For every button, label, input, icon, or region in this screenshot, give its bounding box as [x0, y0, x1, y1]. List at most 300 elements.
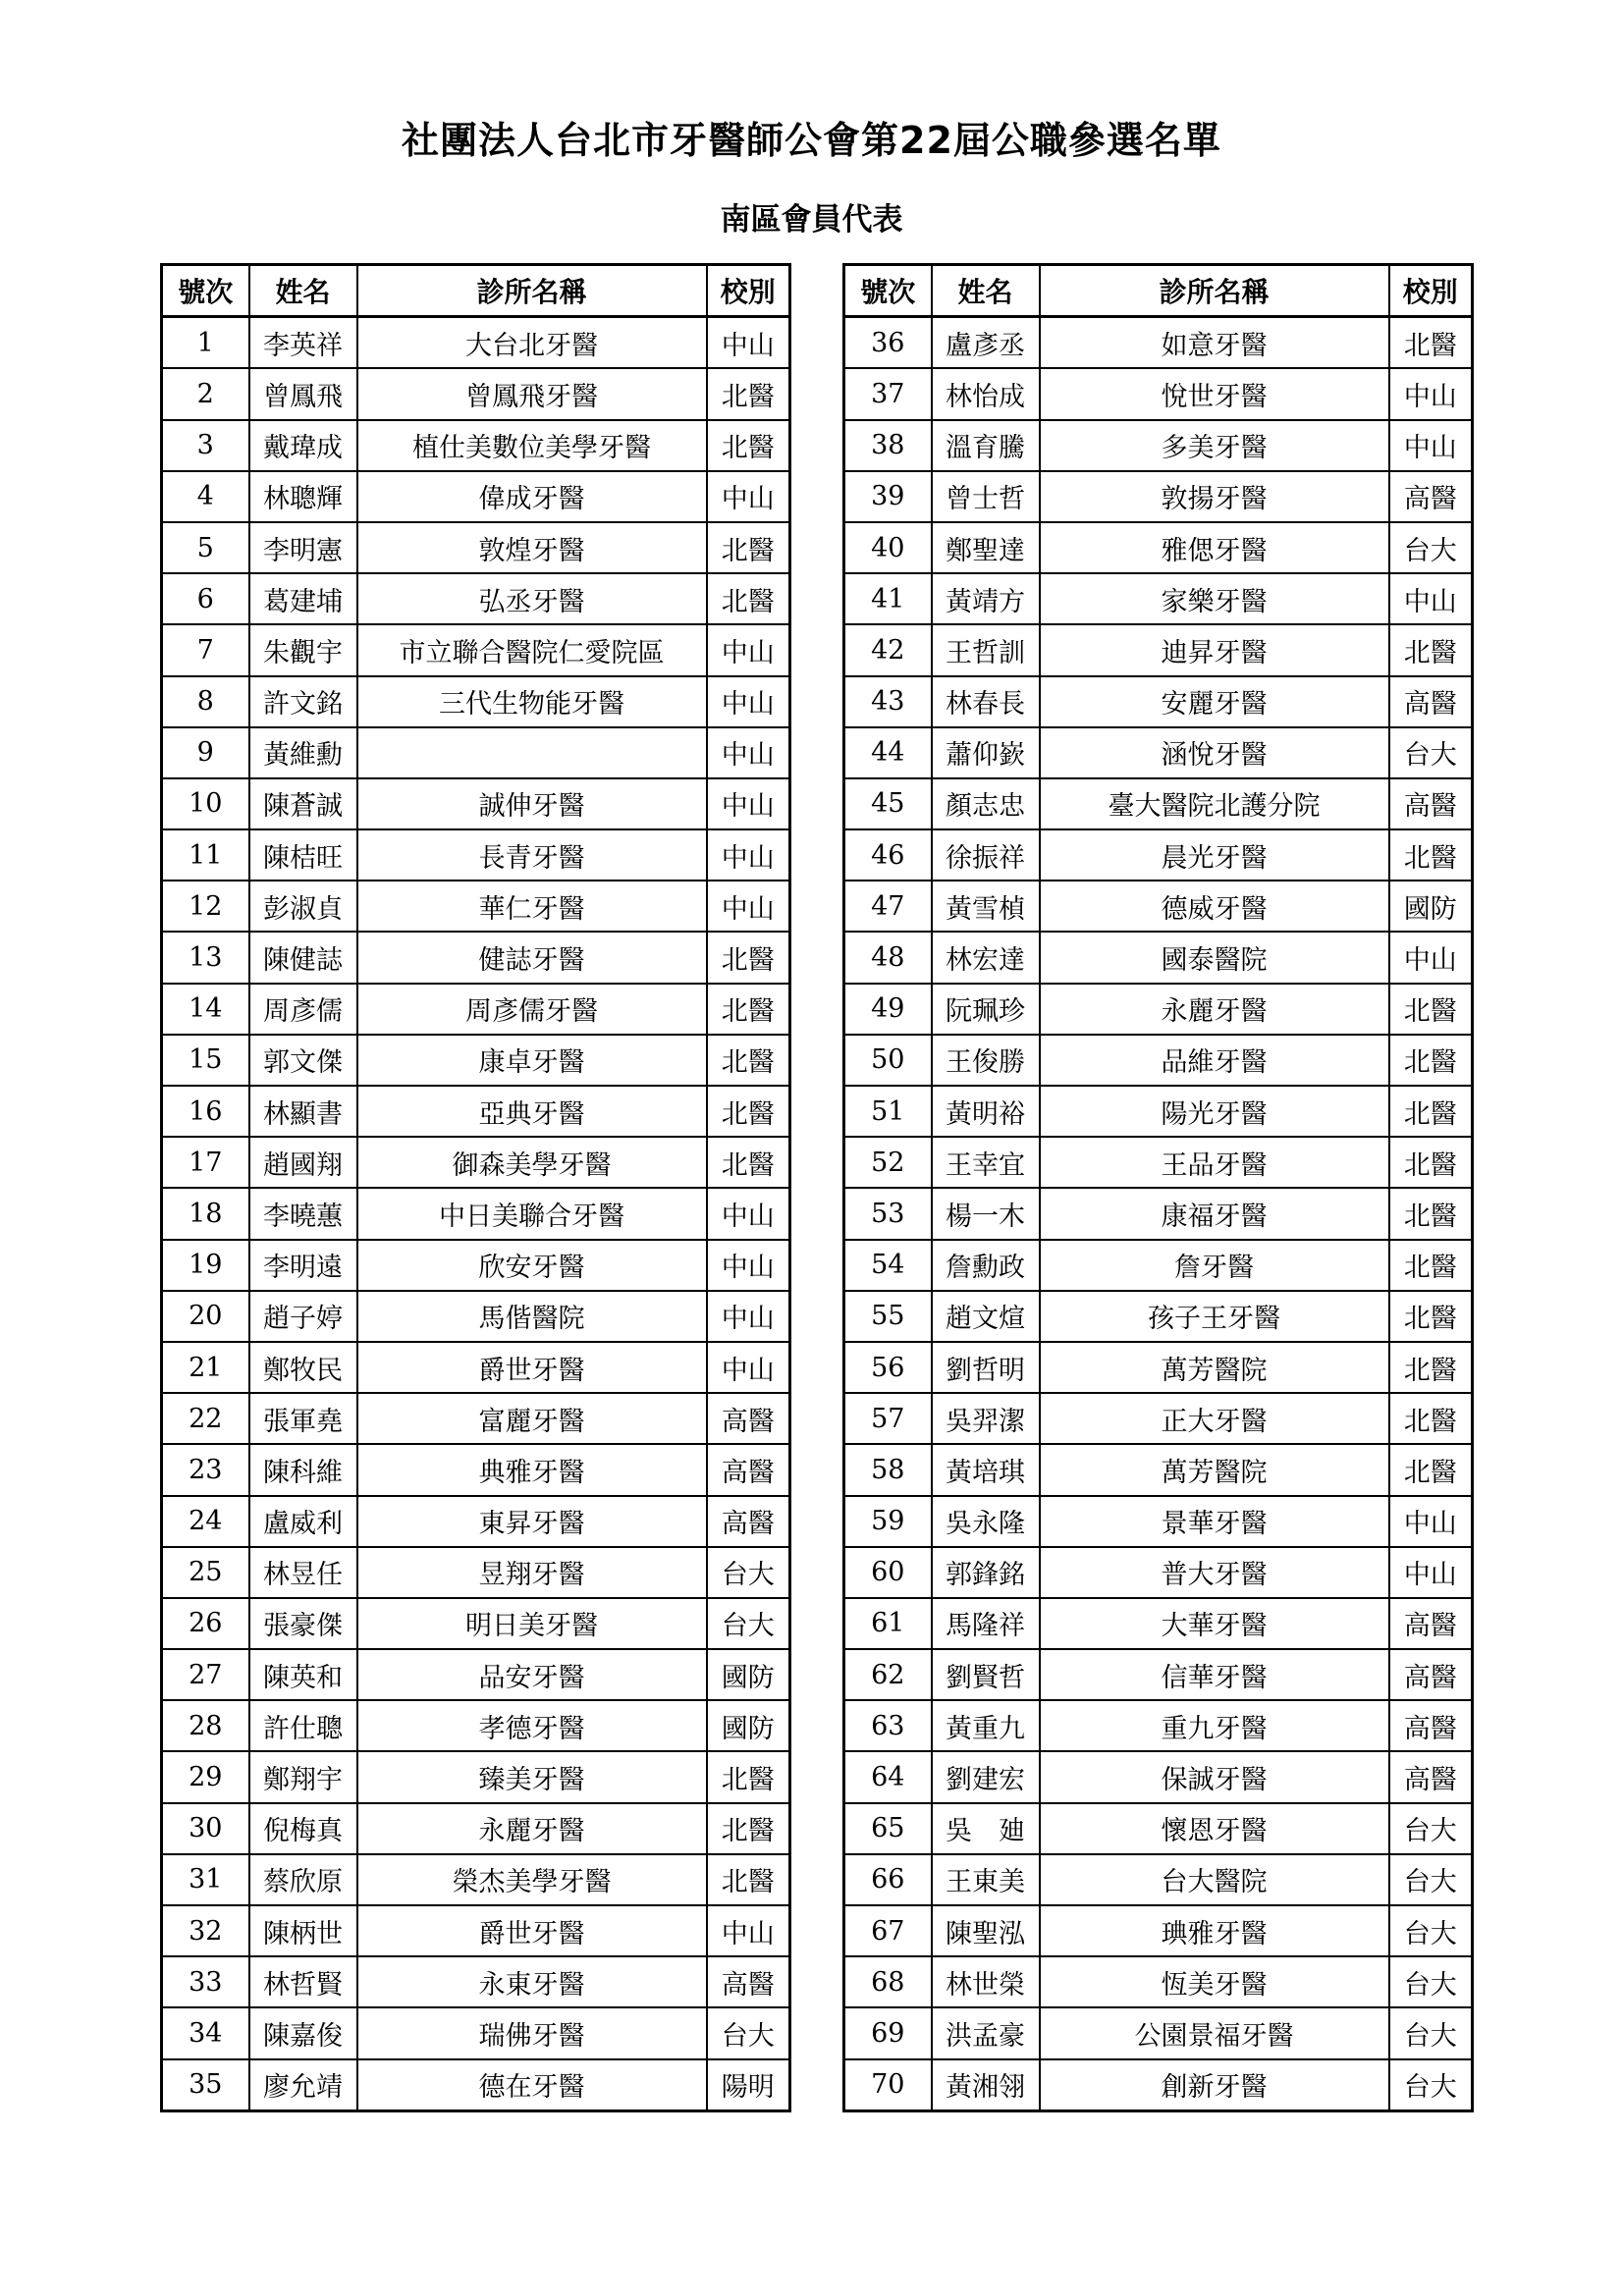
cell-name: 吳永隆 — [932, 1496, 1040, 1547]
cell-school: 中山 — [707, 727, 790, 778]
cell-school: 高醫 — [1389, 1751, 1473, 1802]
cell-school: 中山 — [1389, 368, 1473, 419]
table-row — [844, 1803, 1473, 1854]
cell-number: 68 — [844, 1956, 932, 2007]
cell-school: 中山 — [707, 778, 790, 829]
cell-clinic: 德在牙醫 — [357, 2059, 707, 2111]
table-row — [844, 2007, 1473, 2058]
cell-number: 39 — [844, 471, 932, 522]
cell-number: 42 — [844, 624, 932, 675]
cell-clinic: 長青牙醫 — [357, 829, 707, 881]
cell-name: 陳柄世 — [249, 1905, 357, 1956]
table-row — [162, 1956, 790, 2007]
cell-number: 8 — [162, 676, 249, 727]
cell-number: 57 — [844, 1393, 932, 1444]
table-row — [844, 1649, 1473, 1700]
cell-school: 台大 — [707, 1598, 790, 1649]
cell-name: 劉賢哲 — [932, 1649, 1040, 1700]
cell-name: 蔡欣原 — [249, 1854, 357, 1905]
cell-name: 李明憲 — [249, 522, 357, 573]
cell-name: 盧彥丞 — [932, 317, 1040, 369]
table-row — [844, 1086, 1473, 1137]
cell-clinic — [357, 727, 707, 778]
cell-school: 國防 — [707, 1649, 790, 1700]
table-row — [844, 1700, 1473, 1751]
cell-clinic: 明日美牙醫 — [357, 1598, 707, 1649]
cell-number: 46 — [844, 829, 932, 881]
cell-name: 吳 廸 — [932, 1803, 1040, 1854]
cell-number: 33 — [162, 1956, 249, 2007]
cell-name: 洪孟豪 — [932, 2007, 1040, 2058]
cell-name: 黃明裕 — [932, 1086, 1040, 1137]
cell-clinic: 御森美學牙醫 — [357, 1137, 707, 1188]
cell-clinic: 家樂牙醫 — [1040, 573, 1389, 624]
cell-school: 北醫 — [707, 1137, 790, 1188]
cell-number: 66 — [844, 1854, 932, 1905]
cell-school: 中山 — [707, 1291, 790, 1342]
cell-name: 趙文煊 — [932, 1291, 1040, 1342]
cell-clinic: 植仕美數位美學牙醫 — [357, 420, 707, 471]
cell-clinic: 景華牙醫 — [1040, 1496, 1389, 1547]
cell-school: 北醫 — [707, 522, 790, 573]
cell-number: 70 — [844, 2059, 932, 2111]
cell-clinic: 偉成牙醫 — [357, 471, 707, 522]
cell-number: 17 — [162, 1137, 249, 1188]
cell-school: 北醫 — [707, 1035, 790, 1086]
cell-number: 58 — [844, 1444, 932, 1495]
cell-school: 中山 — [707, 1905, 790, 1956]
cell-school: 北醫 — [707, 1751, 790, 1802]
table-header-row — [162, 265, 790, 317]
cell-name: 郭文傑 — [249, 1035, 357, 1086]
cell-name: 林春長 — [932, 676, 1040, 727]
cell-clinic: 東昇牙醫 — [357, 1496, 707, 1547]
cell-school: 北醫 — [707, 573, 790, 624]
table-row — [162, 1342, 790, 1393]
cell-school: 台大 — [1389, 522, 1473, 573]
cell-number: 61 — [844, 1598, 932, 1649]
cell-number: 12 — [162, 881, 249, 932]
table-row — [162, 1803, 790, 1854]
cell-school: 北醫 — [1389, 624, 1473, 675]
cell-school: 中山 — [707, 317, 790, 369]
cell-school: 北醫 — [707, 1854, 790, 1905]
table-row — [844, 1956, 1473, 2007]
table-row — [844, 1496, 1473, 1547]
cell-name: 顏志忠 — [932, 778, 1040, 829]
cell-clinic: 國泰醫院 — [1040, 932, 1389, 983]
table-row — [162, 1393, 790, 1444]
cell-number: 25 — [162, 1547, 249, 1598]
cell-name: 徐振祥 — [932, 829, 1040, 881]
cell-number: 3 — [162, 420, 249, 471]
cell-name: 郭鋒銘 — [932, 1547, 1040, 1598]
table-row — [162, 1086, 790, 1137]
cell-clinic: 敦揚牙醫 — [1040, 471, 1389, 522]
cell-number: 18 — [162, 1188, 249, 1239]
cell-school: 台大 — [1389, 1956, 1473, 2007]
table-row — [844, 368, 1473, 419]
cell-name: 趙國翔 — [249, 1137, 357, 1188]
cell-name: 林宏達 — [932, 932, 1040, 983]
cell-school: 中山 — [707, 829, 790, 881]
cell-clinic: 陽光牙醫 — [1040, 1086, 1389, 1137]
header-number: 號次 — [844, 265, 932, 317]
cell-number: 5 — [162, 522, 249, 573]
cell-school: 中山 — [707, 1240, 790, 1291]
cell-number: 23 — [162, 1444, 249, 1495]
cell-name: 詹勳政 — [932, 1240, 1040, 1291]
table-row — [162, 1905, 790, 1956]
table-row — [162, 2059, 790, 2111]
table-row — [162, 1188, 790, 1239]
cell-school: 台大 — [707, 1547, 790, 1598]
cell-name: 陳科維 — [249, 1444, 357, 1495]
cell-clinic: 創新牙醫 — [1040, 2059, 1389, 2111]
table-row — [162, 471, 790, 522]
cell-clinic: 保誠牙醫 — [1040, 1751, 1389, 1802]
cell-clinic: 中日美聯合牙醫 — [357, 1188, 707, 1239]
cell-school: 中山 — [707, 1342, 790, 1393]
cell-clinic: 如意牙醫 — [1040, 317, 1389, 369]
cell-clinic: 臺大醫院北護分院 — [1040, 778, 1389, 829]
cell-school: 北醫 — [1389, 1240, 1473, 1291]
cell-name: 倪梅真 — [249, 1803, 357, 1854]
cell-name: 陳桔旺 — [249, 829, 357, 881]
cell-clinic: 永麗牙醫 — [1040, 984, 1389, 1035]
table-row — [162, 522, 790, 573]
table-row — [844, 676, 1473, 727]
cell-number: 45 — [844, 778, 932, 829]
table-row — [844, 1444, 1473, 1495]
cell-number: 15 — [162, 1035, 249, 1086]
table-row — [162, 1751, 790, 1802]
table-row — [162, 727, 790, 778]
cell-school: 陽明 — [707, 2059, 790, 2111]
cell-number: 52 — [844, 1137, 932, 1188]
table-row — [162, 881, 790, 932]
table-row — [162, 1444, 790, 1495]
cell-school: 台大 — [1389, 1854, 1473, 1905]
cell-clinic: 欣安牙醫 — [357, 1240, 707, 1291]
cell-clinic: 康卓牙醫 — [357, 1035, 707, 1086]
cell-school: 中山 — [1389, 573, 1473, 624]
table-row — [844, 829, 1473, 881]
table-row — [844, 932, 1473, 983]
cell-school: 中山 — [1389, 932, 1473, 983]
cell-name: 王哲訓 — [932, 624, 1040, 675]
cell-number: 63 — [844, 1700, 932, 1751]
cell-number: 56 — [844, 1342, 932, 1393]
cell-clinic: 萬芳醫院 — [1040, 1342, 1389, 1393]
cell-number: 14 — [162, 984, 249, 1035]
table-row — [844, 1393, 1473, 1444]
cell-school: 高醫 — [707, 1393, 790, 1444]
cell-name: 王俊勝 — [932, 1035, 1040, 1086]
header-name: 姓名 — [932, 265, 1040, 317]
cell-number: 19 — [162, 1240, 249, 1291]
cell-name: 劉建宏 — [932, 1751, 1040, 1802]
cell-clinic: 王品牙醫 — [1040, 1137, 1389, 1188]
cell-school: 北醫 — [1389, 1342, 1473, 1393]
cell-name: 黃重九 — [932, 1700, 1040, 1751]
table-row — [844, 1188, 1473, 1239]
table-row — [844, 522, 1473, 573]
cell-name: 張軍堯 — [249, 1393, 357, 1444]
table-row — [162, 1598, 790, 1649]
cell-school: 北醫 — [707, 1086, 790, 1137]
cell-number: 11 — [162, 829, 249, 881]
cell-school: 台大 — [1389, 727, 1473, 778]
cell-number: 64 — [844, 1751, 932, 1802]
cell-school: 台大 — [1389, 2059, 1473, 2111]
cell-number: 10 — [162, 778, 249, 829]
cell-number: 27 — [162, 1649, 249, 1700]
cell-clinic: 正大牙醫 — [1040, 1393, 1389, 1444]
table-row — [844, 1291, 1473, 1342]
table-row — [844, 1598, 1473, 1649]
cell-number: 49 — [844, 984, 932, 1035]
cell-clinic: 悅世牙醫 — [1040, 368, 1389, 419]
cell-name: 林世榮 — [932, 1956, 1040, 2007]
cell-school: 台大 — [1389, 1905, 1473, 1956]
cell-number: 30 — [162, 1803, 249, 1854]
cell-clinic: 安麗牙醫 — [1040, 676, 1389, 727]
cell-number: 54 — [844, 1240, 932, 1291]
cell-number: 43 — [844, 676, 932, 727]
cell-name: 黃雪楨 — [932, 881, 1040, 932]
cell-school: 中山 — [707, 624, 790, 675]
table-row — [162, 676, 790, 727]
table-row — [844, 881, 1473, 932]
table-row — [844, 1035, 1473, 1086]
header-clinic: 診所名稱 — [357, 265, 707, 317]
cell-school: 高醫 — [1389, 778, 1473, 829]
cell-clinic: 華仁牙醫 — [357, 881, 707, 932]
cell-clinic: 晨光牙醫 — [1040, 829, 1389, 881]
cell-school: 中山 — [707, 881, 790, 932]
table-row — [162, 1649, 790, 1700]
cell-name: 吳羿潔 — [932, 1393, 1040, 1444]
cell-number: 1 — [162, 317, 249, 369]
cell-number: 7 — [162, 624, 249, 675]
cell-clinic: 三代生物能牙醫 — [357, 676, 707, 727]
cell-number: 26 — [162, 1598, 249, 1649]
cell-clinic: 馬偕醫院 — [357, 1291, 707, 1342]
cell-clinic: 雅偲牙醫 — [1040, 522, 1389, 573]
table-row — [162, 1700, 790, 1751]
table-row — [844, 1854, 1473, 1905]
cell-school: 高醫 — [707, 1956, 790, 2007]
cell-clinic: 典雅牙醫 — [357, 1444, 707, 1495]
cell-school: 北醫 — [707, 932, 790, 983]
cell-school: 高醫 — [707, 1496, 790, 1547]
cell-school: 北醫 — [1389, 1035, 1473, 1086]
cell-name: 林昱任 — [249, 1547, 357, 1598]
cell-name: 彭淑貞 — [249, 881, 357, 932]
cell-school: 中山 — [707, 471, 790, 522]
table-row — [844, 420, 1473, 471]
table-row — [844, 984, 1473, 1035]
table-row — [844, 1137, 1473, 1188]
cell-school: 國防 — [707, 1700, 790, 1751]
cell-number: 65 — [844, 1803, 932, 1854]
cell-name: 戴瑋成 — [249, 420, 357, 471]
cell-clinic: 永麗牙醫 — [357, 1803, 707, 1854]
cell-number: 21 — [162, 1342, 249, 1393]
cell-school: 台大 — [1389, 2007, 1473, 2058]
table-row — [162, 1291, 790, 1342]
table-row — [844, 1240, 1473, 1291]
cell-number: 44 — [844, 727, 932, 778]
table-row — [844, 317, 1473, 369]
table-row — [162, 984, 790, 1035]
cell-name: 李明遠 — [249, 1240, 357, 1291]
cell-school: 北醫 — [707, 984, 790, 1035]
table-row — [162, 317, 790, 369]
cell-clinic: 弘丞牙醫 — [357, 573, 707, 624]
cell-number: 67 — [844, 1905, 932, 1956]
cell-name: 王東美 — [932, 1854, 1040, 1905]
cell-clinic: 爵世牙醫 — [357, 1905, 707, 1956]
cell-clinic: 臻美牙醫 — [357, 1751, 707, 1802]
cell-number: 32 — [162, 1905, 249, 1956]
cell-school: 北醫 — [1389, 1393, 1473, 1444]
cell-number: 35 — [162, 2059, 249, 2111]
cell-number: 34 — [162, 2007, 249, 2058]
cell-clinic: 爵世牙醫 — [357, 1342, 707, 1393]
cell-number: 9 — [162, 727, 249, 778]
table-row — [162, 1854, 790, 1905]
table-header-row — [844, 265, 1473, 317]
cell-clinic: 榮杰美學牙醫 — [357, 1854, 707, 1905]
cell-number: 6 — [162, 573, 249, 624]
cell-clinic: 亞典牙醫 — [357, 1086, 707, 1137]
cell-name: 劉哲明 — [932, 1342, 1040, 1393]
cell-clinic: 健誌牙醫 — [357, 932, 707, 983]
table-row — [162, 368, 790, 419]
cell-clinic: 敦煌牙醫 — [357, 522, 707, 573]
cell-name: 溫育騰 — [932, 420, 1040, 471]
cell-number: 38 — [844, 420, 932, 471]
cell-school: 高醫 — [1389, 676, 1473, 727]
cell-school: 台大 — [1389, 1803, 1473, 1854]
table-row — [162, 1496, 790, 1547]
cell-school: 高醫 — [1389, 1649, 1473, 1700]
cell-school: 北醫 — [1389, 1086, 1473, 1137]
table-row — [162, 932, 790, 983]
cell-school: 北醫 — [1389, 829, 1473, 881]
cell-clinic: 瑞佛牙醫 — [357, 2007, 707, 2058]
cell-number: 16 — [162, 1086, 249, 1137]
cell-school: 中山 — [707, 1188, 790, 1239]
table-row — [162, 1137, 790, 1188]
table-row — [162, 1240, 790, 1291]
cell-clinic: 永東牙醫 — [357, 1956, 707, 2007]
cell-clinic: 周彥儒牙醫 — [357, 984, 707, 1035]
cell-name: 葛建埔 — [249, 573, 357, 624]
cell-number: 51 — [844, 1086, 932, 1137]
cell-number: 59 — [844, 1496, 932, 1547]
cell-name: 許仕聰 — [249, 1700, 357, 1751]
cell-clinic: 德威牙醫 — [1040, 881, 1389, 932]
cell-name: 馬隆祥 — [932, 1598, 1040, 1649]
cell-number: 37 — [844, 368, 932, 419]
cell-school: 中山 — [1389, 1547, 1473, 1598]
cell-name: 林怡成 — [932, 368, 1040, 419]
header-clinic: 診所名稱 — [1040, 265, 1389, 317]
table-row — [844, 1342, 1473, 1393]
cell-name: 陳英和 — [249, 1649, 357, 1700]
cell-clinic: 萬芳醫院 — [1040, 1444, 1389, 1495]
cell-school: 北醫 — [1389, 317, 1473, 369]
cell-name: 陳蒼誠 — [249, 778, 357, 829]
cell-clinic: 懷恩牙醫 — [1040, 1803, 1389, 1854]
cell-clinic: 信華牙醫 — [1040, 1649, 1389, 1700]
table-row — [844, 778, 1473, 829]
table-row — [162, 1035, 790, 1086]
cell-name: 鄭翔宇 — [249, 1751, 357, 1802]
cell-clinic: 大華牙醫 — [1040, 1598, 1389, 1649]
cell-name: 許文銘 — [249, 676, 357, 727]
table-row — [844, 1751, 1473, 1802]
cell-number: 36 — [844, 317, 932, 369]
cell-school: 北醫 — [1389, 984, 1473, 1035]
cell-school: 北醫 — [707, 368, 790, 419]
cell-name: 盧威利 — [249, 1496, 357, 1547]
cell-name: 鄭聖達 — [932, 522, 1040, 573]
cell-name: 曾鳳飛 — [249, 368, 357, 419]
cell-school: 北醫 — [1389, 1291, 1473, 1342]
cell-school: 北醫 — [707, 1803, 790, 1854]
cell-school: 北醫 — [1389, 1444, 1473, 1495]
cell-name: 林聰輝 — [249, 471, 357, 522]
document-title: 社團法人台北市牙醫師公會第22屆公職參選名單 — [402, 119, 1221, 162]
cell-name: 鄭牧民 — [249, 1342, 357, 1393]
cell-name: 李英祥 — [249, 317, 357, 369]
table-row — [162, 573, 790, 624]
cell-clinic: 品維牙醫 — [1040, 1035, 1389, 1086]
cell-school: 高醫 — [1389, 1598, 1473, 1649]
cell-number: 20 — [162, 1291, 249, 1342]
table-row — [162, 829, 790, 881]
cell-number: 47 — [844, 881, 932, 932]
cell-number: 60 — [844, 1547, 932, 1598]
cell-school: 高醫 — [707, 1444, 790, 1495]
cell-clinic: 富麗牙醫 — [357, 1393, 707, 1444]
cell-clinic: 琠雅牙醫 — [1040, 1905, 1389, 1956]
header-name: 姓名 — [249, 265, 357, 317]
cell-name: 黃靖方 — [932, 573, 1040, 624]
table-row — [844, 1905, 1473, 1956]
table-row — [162, 778, 790, 829]
table-row — [162, 420, 790, 471]
cell-clinic: 恆美牙醫 — [1040, 1956, 1389, 2007]
header-school: 校別 — [707, 265, 790, 317]
cell-name: 楊一木 — [932, 1188, 1040, 1239]
cell-name: 黃湘翎 — [932, 2059, 1040, 2111]
cell-clinic: 公園景福牙醫 — [1040, 2007, 1389, 2058]
cell-clinic: 涵悅牙醫 — [1040, 727, 1389, 778]
cell-clinic: 康福牙醫 — [1040, 1188, 1389, 1239]
cell-clinic: 重九牙醫 — [1040, 1700, 1389, 1751]
cell-school: 國防 — [1389, 881, 1473, 932]
cell-name: 曾士哲 — [932, 471, 1040, 522]
cell-clinic: 孝德牙醫 — [357, 1700, 707, 1751]
header-school: 校別 — [1389, 265, 1473, 317]
document-subtitle: 南區會員代表 — [720, 202, 903, 238]
cell-number: 69 — [844, 2007, 932, 2058]
